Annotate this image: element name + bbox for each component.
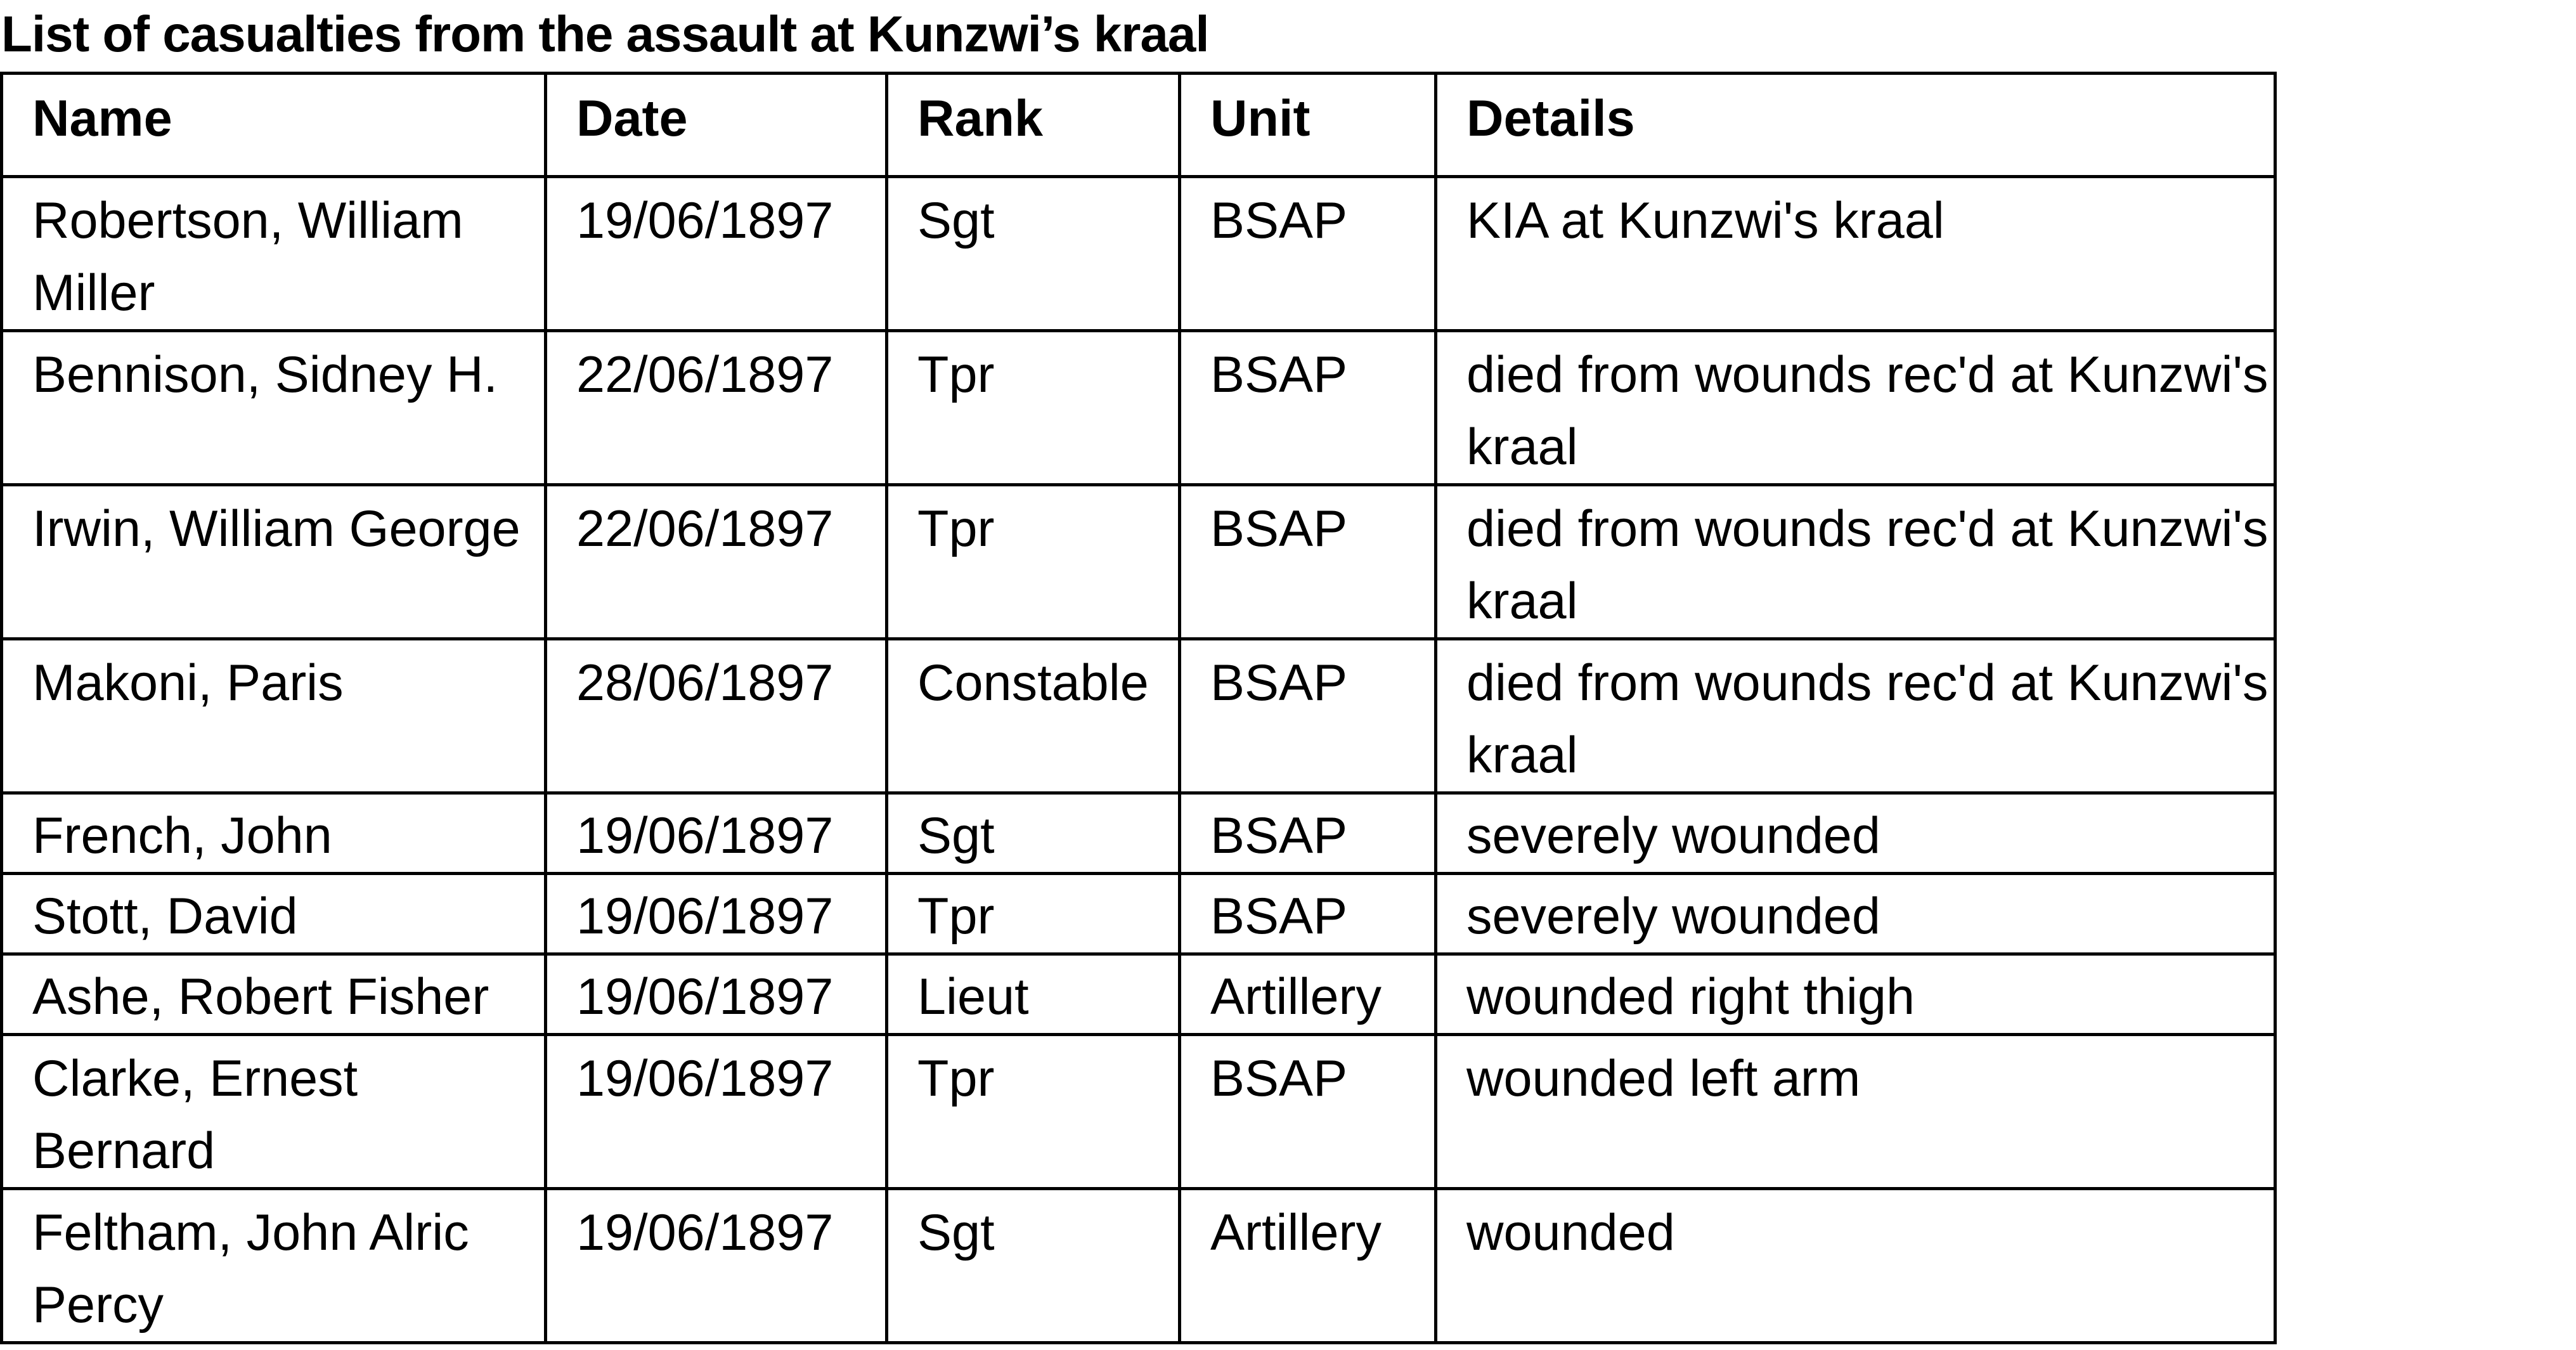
document-title: List of casualties from the assault at Kunzwi’s kraal (1, 6, 1209, 62)
column-header-details: Details (1436, 74, 2275, 177)
column-header-name: Name (2, 74, 546, 177)
cell-name: Stott, David (2, 874, 546, 954)
cell-name: Bennison, Sidney H. (2, 331, 546, 485)
table-row (2, 1189, 2275, 1343)
cell-date: 22/06/1897 (546, 331, 887, 485)
cell-unit: BSAP (1180, 177, 1436, 331)
cell-unit: BSAP (1180, 331, 1436, 485)
cell-details: wounded (1436, 1189, 2275, 1343)
cell-details: severely wounded (1436, 874, 2275, 954)
cell-name: Robertson, William Miller (2, 177, 546, 331)
cell-unit: Artillery (1180, 1189, 1436, 1343)
cell-details: wounded right thigh (1436, 954, 2275, 1035)
cell-date: 28/06/1897 (546, 639, 887, 793)
table-row (2, 874, 2275, 954)
cell-details: KIA at Kunzwi's kraal (1436, 177, 2275, 331)
cell-date: 19/06/1897 (546, 793, 887, 874)
cell-date: 22/06/1897 (546, 485, 887, 639)
cell-name: Irwin, William George (2, 485, 546, 639)
cell-details: died from wounds rec'd at Kunzwi's kraal (1436, 331, 2275, 485)
cell-rank: Tpr (887, 331, 1180, 485)
cell-rank: Sgt (887, 1189, 1180, 1343)
table-row (2, 793, 2275, 874)
cell-name: Ashe, Robert Fisher (2, 954, 546, 1035)
table-row (2, 1035, 2275, 1189)
cell-details: wounded left arm (1436, 1035, 2275, 1189)
cell-name: Feltham, John Alric Percy (2, 1189, 546, 1343)
cell-rank: Tpr (887, 874, 1180, 954)
cell-rank: Constable (887, 639, 1180, 793)
cell-rank: Tpr (887, 1035, 1180, 1189)
table-row (2, 177, 2275, 331)
cell-rank: Sgt (887, 177, 1180, 331)
cell-rank: Sgt (887, 793, 1180, 874)
cell-details: severely wounded (1436, 793, 2275, 874)
cell-date: 19/06/1897 (546, 1189, 887, 1343)
cell-rank: Tpr (887, 485, 1180, 639)
table-row (2, 954, 2275, 1035)
cell-name: Clarke, Ernest Bernard (2, 1035, 546, 1189)
table-header-row (2, 74, 2275, 177)
cell-unit: BSAP (1180, 793, 1436, 874)
cell-rank: Lieut (887, 954, 1180, 1035)
cell-name: French, John (2, 793, 546, 874)
column-header-rank: Rank (887, 74, 1180, 177)
cell-unit: BSAP (1180, 639, 1436, 793)
cell-name: Makoni, Paris (2, 639, 546, 793)
table-row (2, 485, 2275, 639)
column-header-unit: Unit (1180, 74, 1436, 177)
column-header-date: Date (546, 74, 887, 177)
cell-details: died from wounds rec'd at Kunzwi's kraal (1436, 485, 2275, 639)
table-row (2, 639, 2275, 793)
cell-unit: BSAP (1180, 485, 1436, 639)
casualties-table (0, 72, 2277, 1344)
table-row (2, 331, 2275, 485)
cell-date: 19/06/1897 (546, 874, 887, 954)
cell-unit: BSAP (1180, 1035, 1436, 1189)
cell-details: died from wounds rec'd at Kunzwi's kraal (1436, 639, 2275, 793)
cell-unit: BSAP (1180, 874, 1436, 954)
cell-date: 19/06/1897 (546, 177, 887, 331)
cell-date: 19/06/1897 (546, 1035, 887, 1189)
cell-unit: Artillery (1180, 954, 1436, 1035)
cell-date: 19/06/1897 (546, 954, 887, 1035)
